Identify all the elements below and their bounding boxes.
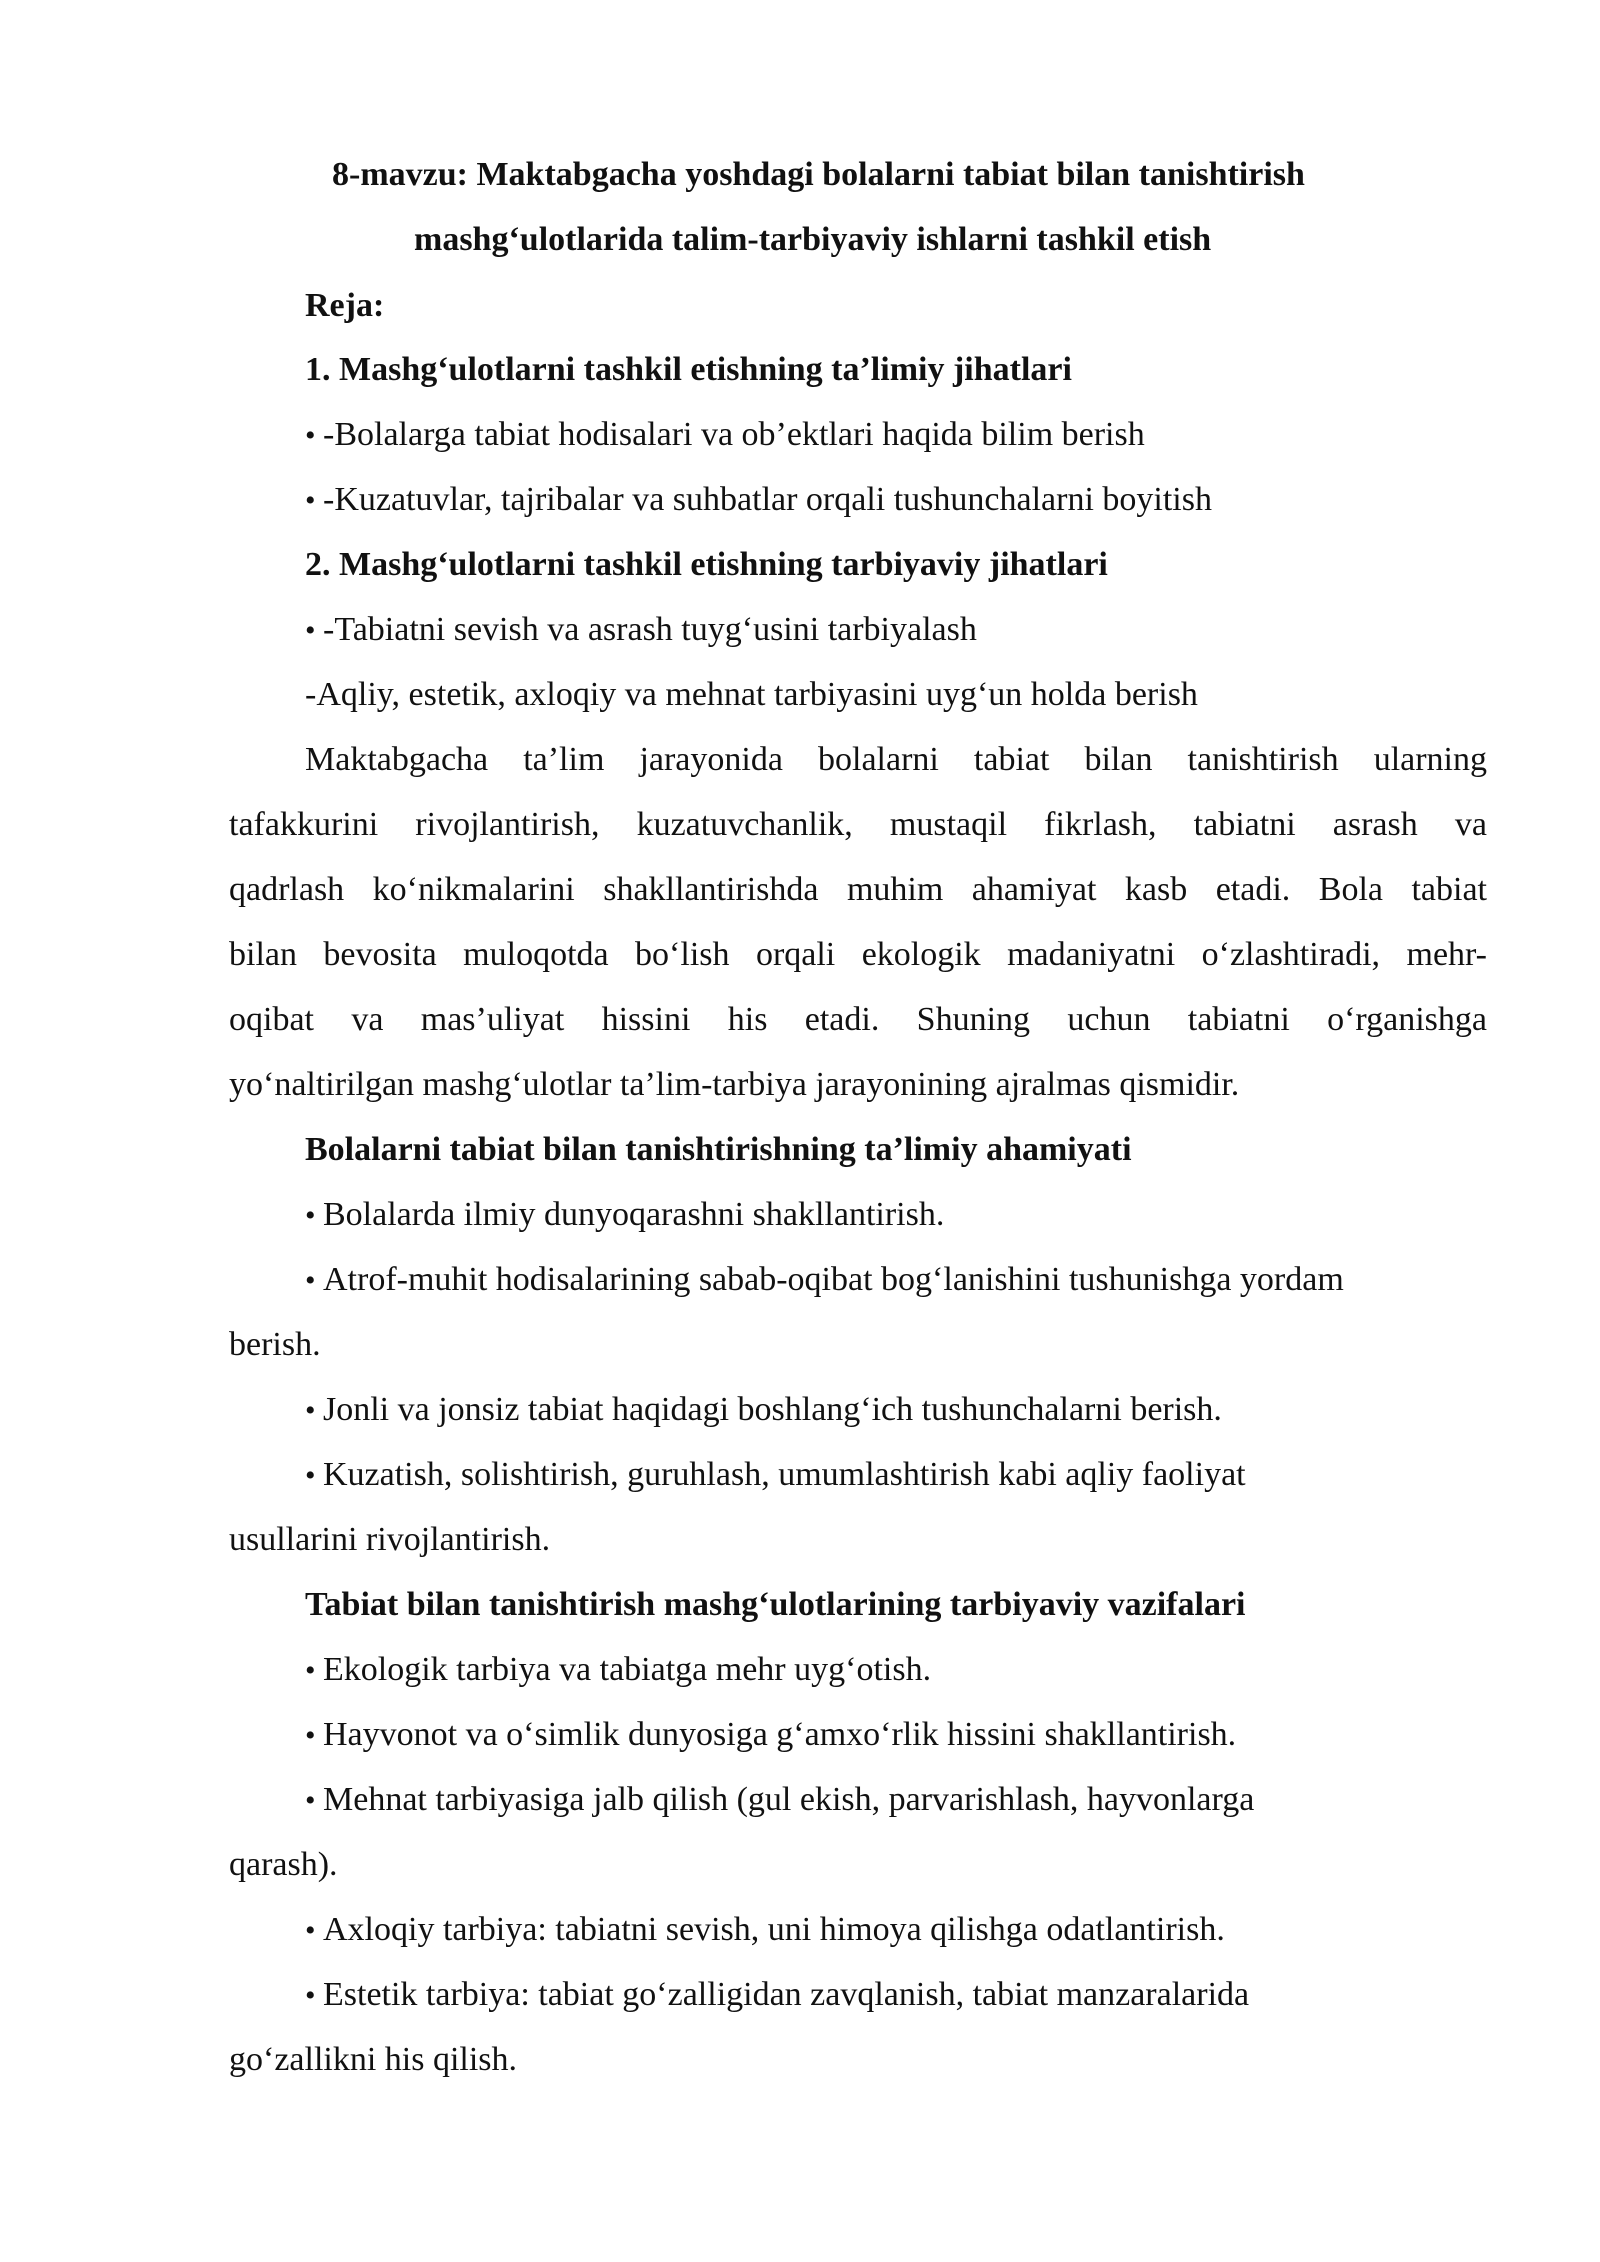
- bullet-icon: •: [305, 1914, 316, 1947]
- list-item-continuation: go‘zallikni his qilish.: [229, 2041, 518, 2078]
- bullet-icon: •: [305, 1394, 316, 1427]
- intro-paragraph-line: bilan bevosita muloqotda bo‘lish orqali ekologik madaniyatni o‘zlashtiradi, mehr-: [229, 936, 1487, 973]
- bullet-icon: •: [305, 1654, 316, 1687]
- list-item-text: Atrof-muhit hodisalarining sabab-oqibat bog‘lanishini tushunishga yordam: [323, 1261, 1344, 1298]
- upbringing-heading: Tabiat bilan tanishtirish mashg‘ulotlarining tarbiyaviy vazifalari: [305, 1586, 1246, 1623]
- intro-paragraph-line: qadrlash ko‘nikmalarini shakllantirishda muhim ahamiyat kasb etadi. Bola tabiat: [229, 871, 1487, 908]
- plan-heading: Reja:: [305, 287, 385, 324]
- bullet-icon: •: [305, 614, 316, 647]
- list-item: [305, 1390, 1222, 1431]
- title-line-1: 8-mavzu: Maktabgacha yoshdagi bolalarni tabiat bilan tanishtirish: [332, 156, 1305, 193]
- list-item: [305, 1715, 1236, 1756]
- list-item-continuation: qarash).: [229, 1846, 338, 1883]
- plan-section-1: 1. Mashg‘ulotlarni tashkil etishning ta’limiy jihatlari: [305, 351, 1072, 388]
- bullet-icon: •: [305, 1784, 316, 1817]
- bullet-icon: •: [305, 1264, 316, 1297]
- title-line-2: mashg‘ulotlarida talim-tarbiyaviy ishlarni tashkil etish: [414, 221, 1212, 258]
- educational-heading: Bolalarni tabiat bilan tanishtirishning ta’limiy ahamiyati: [305, 1131, 1132, 1168]
- list-item: [305, 1910, 1225, 1951]
- list-item-continuation: usullarini rivojlantirish.: [229, 1521, 551, 1558]
- plan-item-text: -Tabiatni sevish va asrash tuyg‘usini tarbiyalash: [323, 611, 977, 648]
- list-item: [305, 1650, 931, 1691]
- plan-item: [305, 480, 1212, 521]
- plan-item: [305, 610, 977, 651]
- intro-paragraph-line: Maktabgacha ta’lim jarayonida bolalarni tabiat bilan tanishtirish ularning: [305, 741, 1487, 778]
- intro-paragraph-line: oqibat va mas’uliyat hissini his etadi. Shuning uchun tabiatni o‘rganishga: [229, 1001, 1487, 1038]
- bullet-icon: •: [305, 419, 316, 452]
- list-item: [305, 1260, 1344, 1301]
- list-item-text: Axloqiy tarbiya: tabiatni sevish, uni himoya qilishga odatlantirish.: [323, 1911, 1225, 1948]
- list-item-text: Hayvonot va o‘simlik dunyosiga g‘amxo‘rlik hissini shakllantirish.: [323, 1716, 1237, 1753]
- bullet-icon: •: [305, 1979, 316, 2012]
- list-item-text: Estetik tarbiya: tabiat go‘zalligidan zavqlanish, tabiat manzaralarida: [323, 1976, 1250, 2013]
- list-item-text: Mehnat tarbiyasiga jalb qilish (gul ekish, parvarishlash, hayvonlarga: [323, 1781, 1255, 1818]
- list-item: [305, 1195, 944, 1236]
- bullet-icon: •: [305, 1199, 316, 1232]
- bullet-icon: •: [305, 1459, 316, 1492]
- list-item: [305, 1780, 1254, 1821]
- plan-item-text: -Bolalarga tabiat hodisalari va ob’ektlari haqida bilim berish: [323, 416, 1145, 453]
- bullet-icon: •: [305, 484, 316, 517]
- list-item-text: Ekologik tarbiya va tabiatga mehr uyg‘otish.: [323, 1651, 932, 1688]
- plan-item: [305, 415, 1145, 456]
- plan-item-text: -Kuzatuvlar, tajribalar va suhbatlar orqali tushunchalarni boyitish: [323, 481, 1212, 518]
- intro-paragraph-line: yo‘naltirilgan mashg‘ulotlar ta’lim-tarbiya jarayonining ajralmas qismidir.: [229, 1066, 1240, 1103]
- bullet-icon: •: [305, 1719, 316, 1752]
- list-item: [305, 1455, 1246, 1496]
- plan-item: -Aqliy, estetik, axloqiy va mehnat tarbiyasini uyg‘un holda berish: [305, 676, 1198, 713]
- list-item-text: Kuzatish, solishtirish, guruhlash, umumlashtirish kabi aqliy faoliyat: [323, 1456, 1246, 1493]
- intro-paragraph-line: tafakkurini rivojlantirish, kuzatuvchanlik, mustaqil fikrlash, tabiatni asrash va: [229, 806, 1487, 843]
- list-item-text: Jonli va jonsiz tabiat haqidagi boshlang‘ich tushunchalarni berish.: [323, 1391, 1222, 1428]
- list-item: [305, 1975, 1249, 2016]
- list-item-text: Bolalarda ilmiy dunyoqarashni shakllantirish.: [323, 1196, 945, 1233]
- plan-section-2: 2. Mashg‘ulotlarni tashkil etishning tarbiyaviy jihatlari: [305, 546, 1108, 583]
- list-item-continuation: berish.: [229, 1326, 321, 1363]
